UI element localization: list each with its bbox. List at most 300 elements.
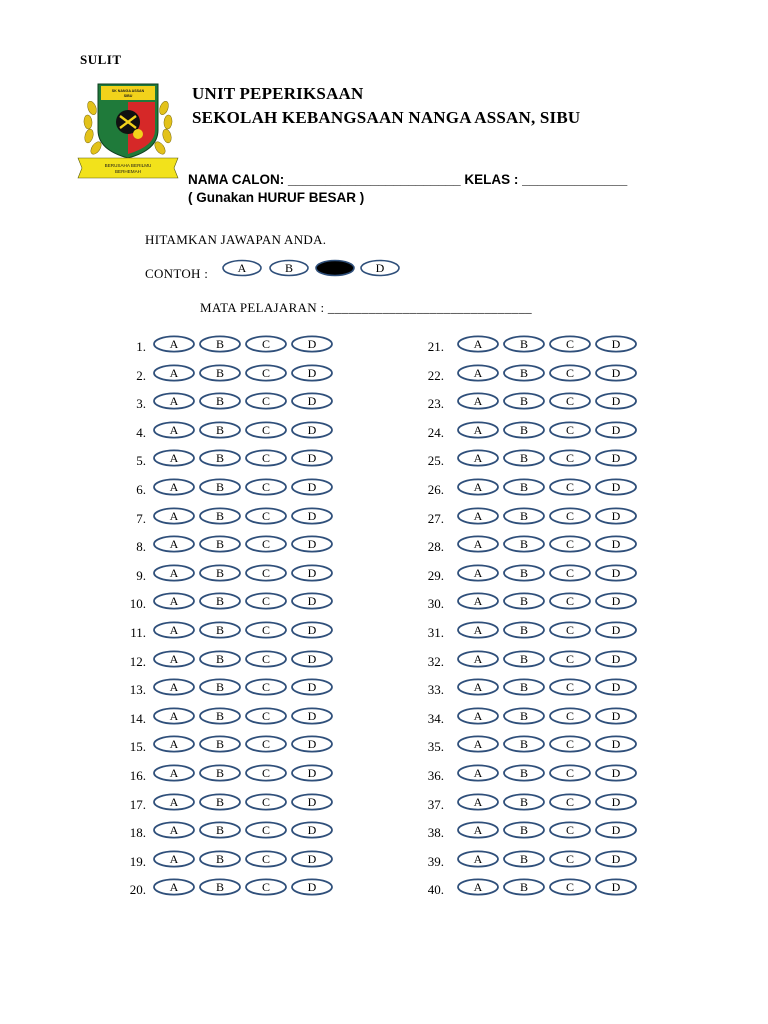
bubble-q19-a-label: A <box>169 851 179 866</box>
bubble-q4-b[interactable] <box>200 422 240 437</box>
bubble-q28-b[interactable] <box>504 537 544 552</box>
bubble-q34-b[interactable] <box>504 708 544 723</box>
contoh-bubble-a-label: A <box>237 261 247 275</box>
bubble-q40-a[interactable] <box>458 880 498 895</box>
bubble-q38-c-label: C <box>565 823 575 838</box>
bubble-q7-d[interactable] <box>292 508 332 523</box>
bubble-q15-b[interactable] <box>200 737 240 752</box>
bubble-q16-d[interactable] <box>292 765 332 780</box>
bubble-q23-a[interactable] <box>458 394 498 409</box>
answer-row-21 <box>456 334 638 354</box>
bubble-q18-c[interactable] <box>246 823 286 838</box>
answer-row-3 <box>152 391 334 411</box>
answer-row-23 <box>456 391 638 411</box>
bubble-q1-a[interactable] <box>154 336 194 351</box>
answer-row-18 <box>152 820 334 840</box>
answer-row-27 <box>456 506 638 526</box>
question-number-33: 33. <box>427 682 444 698</box>
bubble-q30-a-label: A <box>473 594 483 609</box>
bubble-q34-d[interactable] <box>596 708 636 723</box>
bubble-q28-c[interactable] <box>550 537 590 552</box>
bubble-q18-c-label: C <box>261 823 271 838</box>
question-number-13: 13. <box>129 682 146 698</box>
bubble-q24-b-label: B <box>519 422 529 437</box>
bubble-q2-d[interactable] <box>292 365 332 380</box>
answer-row-2 <box>152 363 334 383</box>
bubble-q36-b[interactable] <box>504 765 544 780</box>
question-number-7: 7. <box>136 510 146 526</box>
bubble-q3-d-label: D <box>307 394 317 409</box>
bubble-q3-d[interactable] <box>292 394 332 409</box>
bubble-q27-c-label: C <box>565 508 575 523</box>
bubble-q12-b-label: B <box>215 651 225 666</box>
bubble-q26-a[interactable] <box>458 479 498 494</box>
bubble-q8-a[interactable] <box>154 537 194 552</box>
bubble-q18-d[interactable] <box>292 823 332 838</box>
bubble-q5-a[interactable] <box>154 451 194 466</box>
answer-row-9 <box>152 563 334 583</box>
bubble-q18-b-label: B <box>215 823 225 838</box>
bubble-q37-d-label: D <box>611 794 621 809</box>
bubble-q36-d[interactable] <box>596 765 636 780</box>
bubble-q40-b[interactable] <box>504 880 544 895</box>
bubble-q38-a[interactable] <box>458 823 498 838</box>
bubble-q12-d-label: D <box>307 651 317 666</box>
bubble-q29-d-label: D <box>611 565 621 580</box>
question-number-18: 18. <box>129 825 146 841</box>
bubble-q33-d[interactable] <box>596 680 636 695</box>
bubble-q30-c[interactable] <box>550 594 590 609</box>
bubble-q10-a[interactable] <box>154 594 194 609</box>
bubble-q23-c[interactable] <box>550 394 590 409</box>
bubble-q25-a[interactable] <box>458 451 498 466</box>
bubble-q3-b-label: B <box>215 394 225 409</box>
contoh-bubble-b <box>270 261 308 276</box>
bubble-q23-d[interactable] <box>596 394 636 409</box>
answer-row-5 <box>152 448 334 468</box>
bubble-q12-c-label: C <box>261 651 271 666</box>
bubble-q1-b-label: B <box>215 337 225 351</box>
bubble-q13-a[interactable] <box>154 680 194 695</box>
question-number-22: 22. <box>427 367 444 383</box>
question-number-3: 3. <box>136 396 146 412</box>
bubble-q32-c[interactable] <box>550 651 590 666</box>
answer-row-13 <box>152 677 334 697</box>
mata-pelajaran-field[interactable]: MATA PELAJARAN : ______________________________ <box>200 300 532 315</box>
bubble-q22-c[interactable] <box>550 365 590 380</box>
bubble-q29-a-label: A <box>473 565 483 580</box>
bubble-q32-b[interactable] <box>504 651 544 666</box>
bubble-q40-d[interactable] <box>596 880 636 895</box>
bubble-q35-a[interactable] <box>458 737 498 752</box>
bubble-q21-a[interactable] <box>458 336 498 351</box>
crest-school-label-line1: SK NANGA ASSAN <box>111 89 145 93</box>
bubble-q36-d-label: D <box>611 766 621 780</box>
bubble-q6-c[interactable] <box>246 479 286 494</box>
bubble-q1-b[interactable] <box>200 336 240 351</box>
bubble-q38-d[interactable] <box>596 823 636 838</box>
bubble-q36-a[interactable] <box>458 765 498 780</box>
bubble-q7-a[interactable] <box>154 508 194 523</box>
bubble-q22-a[interactable] <box>458 365 498 380</box>
bubble-q39-c[interactable] <box>550 851 590 866</box>
bubble-q22-a-label: A <box>473 365 483 380</box>
bubble-q18-a[interactable] <box>154 823 194 838</box>
bubble-q8-b[interactable] <box>200 537 240 552</box>
bubble-q2-b-label: B <box>215 365 225 380</box>
bubble-q14-c-label: C <box>261 708 271 723</box>
bubble-q22-d-label: D <box>611 365 621 380</box>
bubble-q11-b[interactable] <box>200 622 240 637</box>
bubble-q15-a[interactable] <box>154 737 194 752</box>
bubble-q28-b-label: B <box>519 537 529 552</box>
bubble-q37-c-label: C <box>565 794 575 809</box>
bubble-q5-b-label: B <box>215 451 225 466</box>
question-number-6: 6. <box>136 482 146 497</box>
bubble-q26-b-label: B <box>519 480 529 494</box>
bubble-q37-a-label: A <box>473 794 483 809</box>
bubble-q24-c[interactable] <box>550 422 590 437</box>
bubble-q38-b-label: B <box>519 823 529 838</box>
bubble-q11-a[interactable] <box>154 622 194 637</box>
bubble-q40-b-label: B <box>519 880 529 895</box>
bubble-q14-a-label: A <box>169 708 179 723</box>
question-number-31: 31. <box>427 625 444 640</box>
answer-row-25 <box>456 448 638 468</box>
bubble-q9-b-label: B <box>215 565 225 580</box>
bubble-q28-a[interactable] <box>458 537 498 552</box>
bubble-q14-c[interactable] <box>246 708 286 723</box>
bubble-q16-a[interactable] <box>154 765 194 780</box>
bubble-q20-c-label: C <box>261 880 271 895</box>
bubble-q23-a-label: A <box>473 394 483 409</box>
question-number-1: 1. <box>136 339 146 354</box>
bubble-q11-d[interactable] <box>292 622 332 637</box>
bubble-q31-b-label: B <box>519 623 529 637</box>
bubble-q40-c-label: C <box>565 880 575 895</box>
bubble-q7-c-label: C <box>261 508 271 523</box>
bubble-q14-b-label: B <box>215 708 225 723</box>
bubble-q33-c[interactable] <box>550 680 590 695</box>
bubble-q36-b-label: B <box>519 766 529 780</box>
bubble-q29-a[interactable] <box>458 565 498 580</box>
question-number-15: 15. <box>129 739 146 755</box>
bubble-q37-a[interactable] <box>458 794 498 809</box>
question-number-19: 19. <box>129 853 146 869</box>
bubble-q16-c[interactable] <box>246 765 286 780</box>
bubble-q1-d[interactable] <box>292 336 332 351</box>
bubble-q31-a[interactable] <box>458 622 498 637</box>
bubble-q6-c-label: C <box>261 480 271 494</box>
bubble-q19-b-label: B <box>215 851 225 866</box>
bubble-q20-b[interactable] <box>200 880 240 895</box>
bubble-q19-b[interactable] <box>200 851 240 866</box>
bubble-q37-d[interactable] <box>596 794 636 809</box>
question-number-40: 40. <box>427 882 444 898</box>
motto-line1: BERUSAHA BERILMU <box>104 163 152 168</box>
bubble-q4-b-label: B <box>215 422 225 437</box>
bubble-q3-c-label: C <box>261 394 271 409</box>
contoh-bubble-a <box>223 261 261 276</box>
bubble-q9-c[interactable] <box>246 565 286 580</box>
bubble-q2-b[interactable] <box>200 365 240 380</box>
bubble-q26-d[interactable] <box>596 479 636 494</box>
bubble-q26-b[interactable] <box>504 479 544 494</box>
bubble-q30-d-label: D <box>611 594 621 609</box>
bubble-q32-a[interactable] <box>458 651 498 666</box>
bubble-q33-b[interactable] <box>504 680 544 695</box>
bubble-q38-c[interactable] <box>550 823 590 838</box>
bubble-q9-d[interactable] <box>292 565 332 580</box>
bubble-q17-d-label: D <box>307 794 317 809</box>
answer-row-4 <box>152 420 334 440</box>
bubble-q20-d[interactable] <box>292 880 332 895</box>
bubble-q35-d[interactable] <box>596 737 636 752</box>
answer-row-19 <box>152 849 334 869</box>
bubble-q15-b-label: B <box>215 737 225 752</box>
bubble-q13-b[interactable] <box>200 680 240 695</box>
bubble-q25-c[interactable] <box>550 451 590 466</box>
bubble-q24-a-label: A <box>473 422 483 437</box>
contoh-bubble-c-filled <box>316 261 354 276</box>
bubble-q2-c[interactable] <box>246 365 286 380</box>
bubble-q31-a-label: A <box>473 623 483 637</box>
answer-row-36 <box>456 763 638 783</box>
bubble-q17-a[interactable] <box>154 794 194 809</box>
bubble-q10-c-label: C <box>261 594 271 609</box>
question-number-24: 24. <box>427 424 444 440</box>
bubble-q34-a-label: A <box>473 708 483 723</box>
bubble-q32-d[interactable] <box>596 651 636 666</box>
bubble-q27-a-label: A <box>473 508 483 523</box>
sulit-label: SULIT <box>80 52 122 67</box>
bubble-q12-d[interactable] <box>292 651 332 666</box>
bubble-q16-a-label: A <box>169 766 179 780</box>
bubble-q22-b[interactable] <box>504 365 544 380</box>
bubble-q39-a[interactable] <box>458 851 498 866</box>
bubble-q25-b[interactable] <box>504 451 544 466</box>
bubble-q7-b-label: B <box>215 508 225 523</box>
bubble-q16-b[interactable] <box>200 765 240 780</box>
bubble-q30-d[interactable] <box>596 594 636 609</box>
bubble-q4-c[interactable] <box>246 422 286 437</box>
bubble-q33-b-label: B <box>519 680 529 695</box>
answer-row-10 <box>152 591 334 611</box>
bubble-q31-c-label: C <box>565 623 575 637</box>
bubble-q5-a-label: A <box>169 451 179 466</box>
bubble-q28-c-label: C <box>565 537 575 552</box>
answer-row-37 <box>456 792 638 812</box>
bubble-q8-d[interactable] <box>292 537 332 552</box>
answer-row-38 <box>456 820 638 840</box>
bubble-q1-d-label: D <box>307 337 317 351</box>
bubble-q37-c[interactable] <box>550 794 590 809</box>
bubble-q34-c[interactable] <box>550 708 590 723</box>
bubble-q29-d[interactable] <box>596 565 636 580</box>
bubble-q33-a[interactable] <box>458 680 498 695</box>
bubble-q3-c[interactable] <box>246 394 286 409</box>
bubble-q11-b-label: B <box>215 623 225 637</box>
bubble-q12-c[interactable] <box>246 651 286 666</box>
bubble-q9-a-label: A <box>169 565 179 580</box>
bubble-q25-b-label: B <box>519 451 529 466</box>
bubble-q5-c[interactable] <box>246 451 286 466</box>
bubble-q4-a[interactable] <box>154 422 194 437</box>
bubble-q24-b[interactable] <box>504 422 544 437</box>
bubble-q31-b[interactable] <box>504 622 544 637</box>
bubble-q24-a[interactable] <box>458 422 498 437</box>
bubble-q34-b-label: B <box>519 708 529 723</box>
bubble-q3-a[interactable] <box>154 394 194 409</box>
bubble-q30-b[interactable] <box>504 594 544 609</box>
bubble-q31-d[interactable] <box>596 622 636 637</box>
bubble-q19-c[interactable] <box>246 851 286 866</box>
bubble-q1-c[interactable] <box>246 336 286 351</box>
bubble-q14-d[interactable] <box>292 708 332 723</box>
bubble-q32-a-label: A <box>473 651 483 666</box>
bubble-q21-b[interactable] <box>504 336 544 351</box>
bubble-q33-a-label: A <box>473 680 483 695</box>
bubble-q29-c[interactable] <box>550 565 590 580</box>
question-number-26: 26. <box>427 482 444 497</box>
bubble-q4-d[interactable] <box>292 422 332 437</box>
bubble-q27-b[interactable] <box>504 508 544 523</box>
bubble-q3-b[interactable] <box>200 394 240 409</box>
bubble-q9-b[interactable] <box>200 565 240 580</box>
question-number-34: 34. <box>427 710 444 726</box>
bubble-q34-a[interactable] <box>458 708 498 723</box>
bubble-q13-c[interactable] <box>246 680 286 695</box>
bubble-q21-c[interactable] <box>550 336 590 351</box>
bubble-q27-c[interactable] <box>550 508 590 523</box>
bubble-q10-b[interactable] <box>200 594 240 609</box>
bubble-q39-b[interactable] <box>504 851 544 866</box>
bubble-q28-d[interactable] <box>596 537 636 552</box>
bubble-q32-c-label: C <box>565 651 575 666</box>
bubble-q26-c[interactable] <box>550 479 590 494</box>
bubble-q11-c[interactable] <box>246 622 286 637</box>
bubble-q10-d[interactable] <box>292 594 332 609</box>
bubble-q20-c[interactable] <box>246 880 286 895</box>
bubble-q18-b[interactable] <box>200 823 240 838</box>
bubble-q10-b-label: B <box>215 594 225 609</box>
bubble-q19-a[interactable] <box>154 851 194 866</box>
bubble-q5-d[interactable] <box>292 451 332 466</box>
bubble-q14-b[interactable] <box>200 708 240 723</box>
bubble-q27-d[interactable] <box>596 508 636 523</box>
bubble-q39-d[interactable] <box>596 851 636 866</box>
bubble-q25-d[interactable] <box>596 451 636 466</box>
bubble-q22-d[interactable] <box>596 365 636 380</box>
bubble-q17-c-label: C <box>261 794 271 809</box>
bubble-q12-a-label: A <box>169 651 179 666</box>
bubble-q30-c-label: C <box>565 594 575 609</box>
bubble-q6-d[interactable] <box>292 479 332 494</box>
answer-row-33 <box>456 677 638 697</box>
bubble-q17-d[interactable] <box>292 794 332 809</box>
bubble-q23-b-label: B <box>519 394 529 409</box>
bubble-q8-c[interactable] <box>246 537 286 552</box>
bubble-q28-d-label: D <box>611 537 621 552</box>
bubble-q10-c[interactable] <box>246 594 286 609</box>
bubble-q13-d[interactable] <box>292 680 332 695</box>
bubble-q35-c[interactable] <box>550 737 590 752</box>
bubble-q7-c[interactable] <box>246 508 286 523</box>
bubble-q17-b[interactable] <box>200 794 240 809</box>
question-number-38: 38. <box>427 825 444 841</box>
bubble-q25-d-label: D <box>611 451 621 466</box>
bubble-q20-a[interactable] <box>154 880 194 895</box>
bubble-q7-b[interactable] <box>200 508 240 523</box>
bubble-q37-b[interactable] <box>504 794 544 809</box>
bubble-q6-b[interactable] <box>200 479 240 494</box>
bubble-q40-c[interactable] <box>550 880 590 895</box>
bubble-q17-c[interactable] <box>246 794 286 809</box>
question-number-30: 30. <box>427 596 444 612</box>
question-number-32: 32. <box>427 653 444 669</box>
bubble-q29-b[interactable] <box>504 565 544 580</box>
question-number-23: 23. <box>427 396 444 412</box>
question-number-11: 11. <box>130 625 146 640</box>
bubble-q6-a-label: A <box>169 480 179 494</box>
bubble-q21-d[interactable] <box>596 336 636 351</box>
bubble-q36-c[interactable] <box>550 765 590 780</box>
answer-row-24 <box>456 420 638 440</box>
bubble-q5-d-label: D <box>307 451 317 466</box>
bubble-q38-b[interactable] <box>504 823 544 838</box>
bubble-q40-a-label: A <box>473 880 483 895</box>
bubble-q27-a[interactable] <box>458 508 498 523</box>
bubble-q24-d[interactable] <box>596 422 636 437</box>
question-number-35: 35. <box>427 739 444 755</box>
nama-calon-kelas-field[interactable]: NAMA CALON: _______________________ KELAS : ______________ <box>188 172 628 187</box>
bubble-q6-a[interactable] <box>154 479 194 494</box>
answer-row-32 <box>456 649 638 669</box>
bubble-q11-a-label: A <box>169 623 179 637</box>
bubble-q9-a[interactable] <box>154 565 194 580</box>
bubble-q23-b[interactable] <box>504 394 544 409</box>
bubble-q12-a[interactable] <box>154 651 194 666</box>
answer-row-11 <box>152 620 334 640</box>
question-number-17: 17. <box>129 796 146 812</box>
bubble-q14-a[interactable] <box>154 708 194 723</box>
bubble-q22-c-label: C <box>565 365 575 380</box>
crest-school-label-line2: SIBU <box>123 94 133 98</box>
bubble-q15-c[interactable] <box>246 737 286 752</box>
bubble-q15-d[interactable] <box>292 737 332 752</box>
bubble-q7-d-label: D <box>307 508 317 523</box>
bubble-q40-d-label: D <box>611 880 621 895</box>
bubble-q16-b-label: B <box>215 766 225 780</box>
bubble-q22-b-label: B <box>519 365 529 380</box>
answer-row-31 <box>456 620 638 640</box>
bubble-q2-a[interactable] <box>154 365 194 380</box>
bubble-q12-b[interactable] <box>200 651 240 666</box>
bubble-q19-d[interactable] <box>292 851 332 866</box>
question-number-29: 29. <box>427 567 444 583</box>
bubble-q15-d-label: D <box>307 737 317 752</box>
bubble-q31-c[interactable] <box>550 622 590 637</box>
bubble-q5-b[interactable] <box>200 451 240 466</box>
question-number-5: 5. <box>136 453 146 469</box>
answer-row-12 <box>152 649 334 669</box>
bubble-q35-b[interactable] <box>504 737 544 752</box>
contoh-bubble-d-label: D <box>375 261 385 275</box>
bubble-q9-d-label: D <box>307 565 317 580</box>
bubble-q30-a[interactable] <box>458 594 498 609</box>
bubble-q10-a-label: A <box>169 594 179 609</box>
bubble-q23-d-label: D <box>611 394 621 409</box>
